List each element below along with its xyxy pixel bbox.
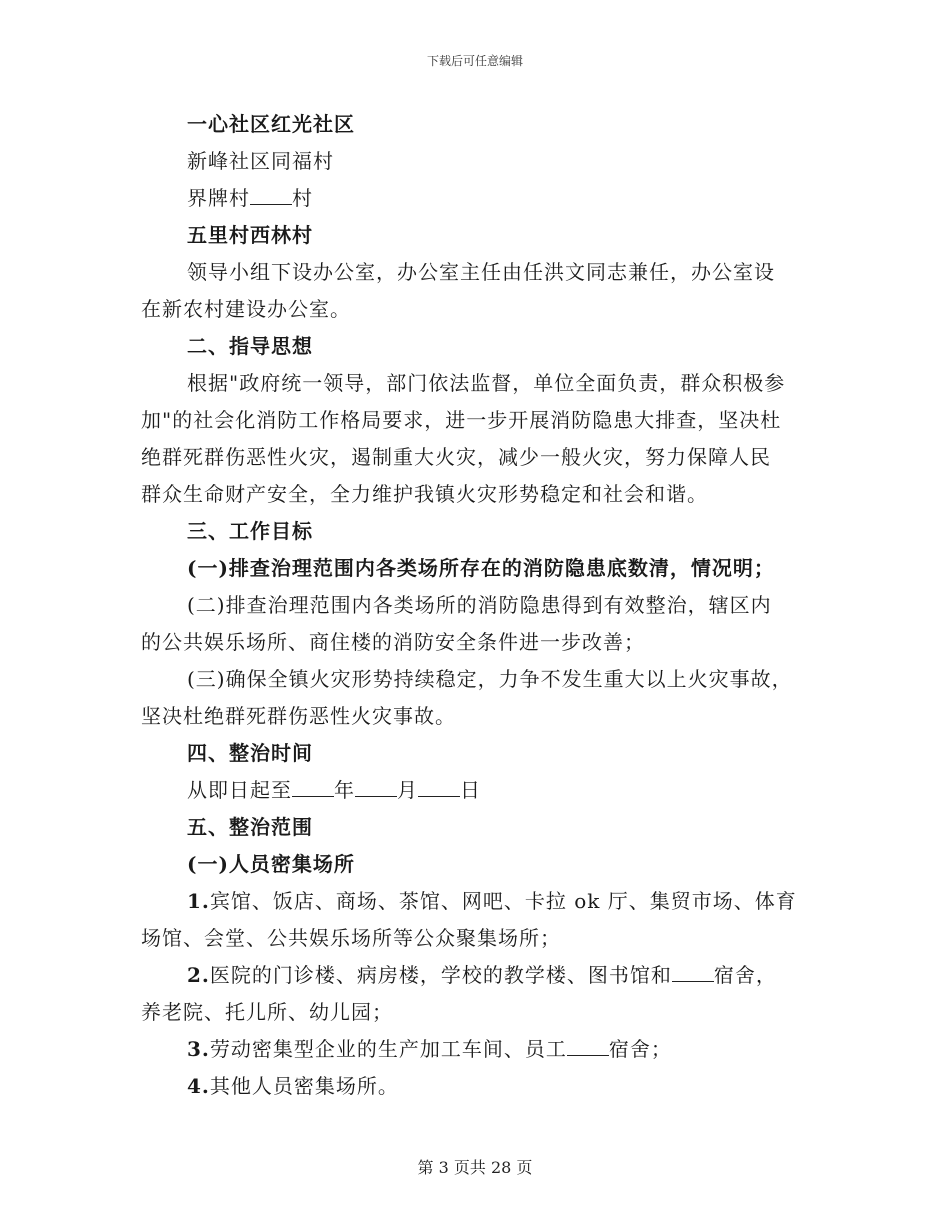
list-number: 4. [187,1074,210,1098]
fill-blank [567,1039,609,1056]
paragraph-line: 养老院、托儿所、幼儿园； [141,1000,393,1024]
paragraph-line: 在新农村建设办公室。 [141,297,351,321]
text-run: 村 [292,186,313,210]
fill-blank [292,780,334,797]
paragraph-line: 绝群死群伤恶性火灾，遏制重大火灾，减少一般火灾，努力保障人民 [141,445,771,469]
text-run: 年 [334,778,355,802]
paragraph-line: 领导小组下设办公室，办公室主任由任洪文同志兼任，办公室设 [187,260,775,284]
list-number: 3. [187,1037,210,1061]
fill-blank [355,780,397,797]
section-heading: 四、整治时间 [187,741,313,765]
list-item [141,1031,813,1068]
paragraph-line: 加"的社会化消防工作格局要求，进一步开展消防隐患大排查，坚决杜 [141,408,782,432]
fill-blank [418,780,460,797]
paragraph-line: 五里村西林村 [187,223,313,247]
section-heading: 五、整治范围 [187,815,313,839]
fill-blank [250,188,292,205]
text-run: 日 [460,778,481,802]
text-run: 其他人员密集场所。 [209,1074,399,1098]
list-item [141,883,813,920]
text-run: 宿舍； [608,1037,672,1061]
paragraph-line: 的公共娱乐场所、商住楼的消防安全条件进一步改善； [141,630,645,654]
paragraph-line: 场馆、会堂、公共娱乐场所等公众聚集场所； [141,926,561,950]
text-run: 医院的门诊楼、病房楼，学校的教学楼、图书馆和 [209,963,672,987]
paragraph-line: 坚决杜绝群死群伤恶性火灾事故。 [141,704,456,728]
text-run: 界牌村 [187,186,250,210]
list-item [141,957,813,994]
page-header: 下载后可任意编辑 [426,54,523,68]
paragraph-line: (二)排查治理范围内各类场所的消防隐患得到有效整治，辖区内 [187,593,772,617]
document-body [141,106,813,1105]
paragraph-line: (三)确保全镇火灾形势持续稳定，力争不发生重大以上火灾事故， [187,667,793,691]
text-run: 宿舍， [713,963,777,987]
page-footer: 第 3 页共 28 页 [417,1158,533,1177]
section-heading: 三、工作目标 [187,519,313,543]
subsection-heading: (一)人员密集场所 [187,852,355,876]
paragraph-line [141,772,813,809]
text-run: 从即日起至 [187,778,292,802]
text-run: 宾馆、饭店、商场、茶馆、网吧、卡拉 ok 厅、集贸市场、体育 [209,889,797,913]
paragraph-line: 新峰社区同福村 [187,149,334,173]
paragraph-line: 一心社区红光社区 [187,112,355,136]
paragraph-line: (一)排查治理范围内各类场所存在的消防隐患底数清，情况明； [187,556,775,580]
paragraph-line: 根据"政府统一领导，部门依法监督，单位全面负责，群众积极参 [187,371,786,395]
text-run: 月 [397,778,418,802]
list-number: 1. [187,889,210,913]
text-run: 劳动密集型企业的生产加工车间、员工 [209,1037,567,1061]
section-heading: 二、指导思想 [187,334,313,358]
list-number: 2. [187,963,210,987]
fill-blank [672,965,714,982]
list-item [141,1068,813,1105]
paragraph-line: 群众生命财产安全，全力维护我镇火灾形势稳定和社会和谐。 [141,482,708,506]
paragraph-line [141,180,813,217]
